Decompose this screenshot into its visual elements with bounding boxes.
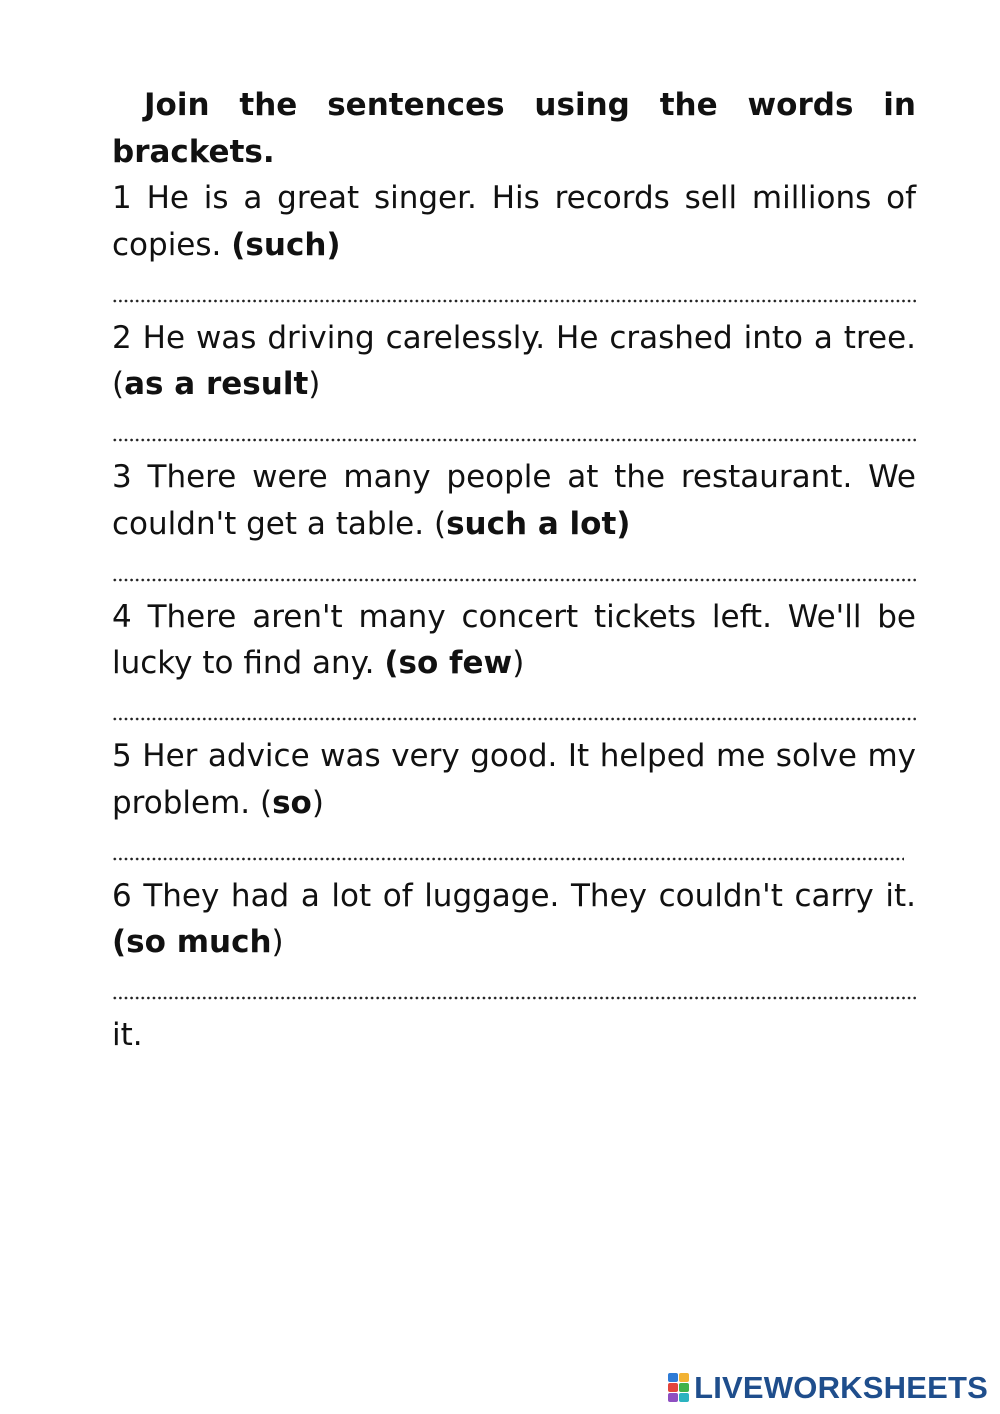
exercise-text: They had a lot of luggage. They couldn't carry it. — [143, 877, 916, 914]
answer-line-4[interactable] — [112, 687, 916, 734]
exercise-keyword: as a result — [124, 366, 309, 402]
exercise-number: 5 — [112, 738, 132, 774]
open-paren: ( — [259, 784, 273, 821]
exercise-number: 3 — [112, 459, 132, 495]
answer-line-3[interactable] — [112, 547, 916, 594]
exercise-6 — [112, 873, 916, 966]
exercise-text: There were many people at the restaurant. We couldn't get a table. — [112, 459, 916, 542]
worksheet — [112, 82, 916, 1059]
exercise-5 — [112, 733, 916, 826]
open-paren: ( — [433, 505, 447, 542]
exercise-4 — [112, 594, 916, 687]
close-paren: ) — [271, 924, 284, 960]
close-paren: ) — [308, 366, 321, 402]
open-paren: ( — [112, 366, 125, 402]
exercise-keyword: (so much — [112, 924, 272, 960]
exercise-number: 4 — [112, 598, 132, 635]
exercise-text: He is a great singer. His records sell millions of copies. — [112, 180, 916, 263]
exercise-3 — [112, 454, 916, 547]
trailing-text: it. — [112, 1017, 143, 1053]
answer-line-2[interactable] — [112, 408, 916, 455]
answer-line-6[interactable] — [112, 966, 916, 1013]
liveworksheets-icon — [668, 1373, 690, 1403]
exercise-2 — [112, 315, 916, 408]
exercise-1 — [112, 175, 916, 268]
exercise-keyword: (so few — [384, 645, 513, 681]
exercise-keyword: such a lot) — [446, 505, 631, 542]
answer-line-5[interactable] — [112, 826, 916, 873]
close-paren: ) — [512, 645, 525, 681]
exercise-text: He was driving carelessly. He crashed into a tree. — [142, 319, 917, 356]
exercise-number: 2 — [112, 319, 132, 356]
brand-logo — [668, 1370, 988, 1406]
instructions-heading: Join the sentences using the words in brackets. — [112, 87, 916, 170]
close-paren: ) — [311, 784, 324, 821]
exercise-number: 6 — [112, 877, 132, 914]
answer-line-1[interactable] — [112, 268, 916, 315]
exercise-text: There aren't many concert tickets left. We'll be lucky to find any. — [112, 598, 917, 681]
exercise-number: 1 — [112, 180, 132, 216]
brand-name: LIVEWORKSHEETS — [694, 1370, 988, 1405]
exercise-keyword: so — [272, 784, 312, 821]
exercise-keyword: (such) — [231, 226, 341, 263]
exercise-text: Her advice was very good. It helped me solve my problem. — [112, 738, 917, 821]
